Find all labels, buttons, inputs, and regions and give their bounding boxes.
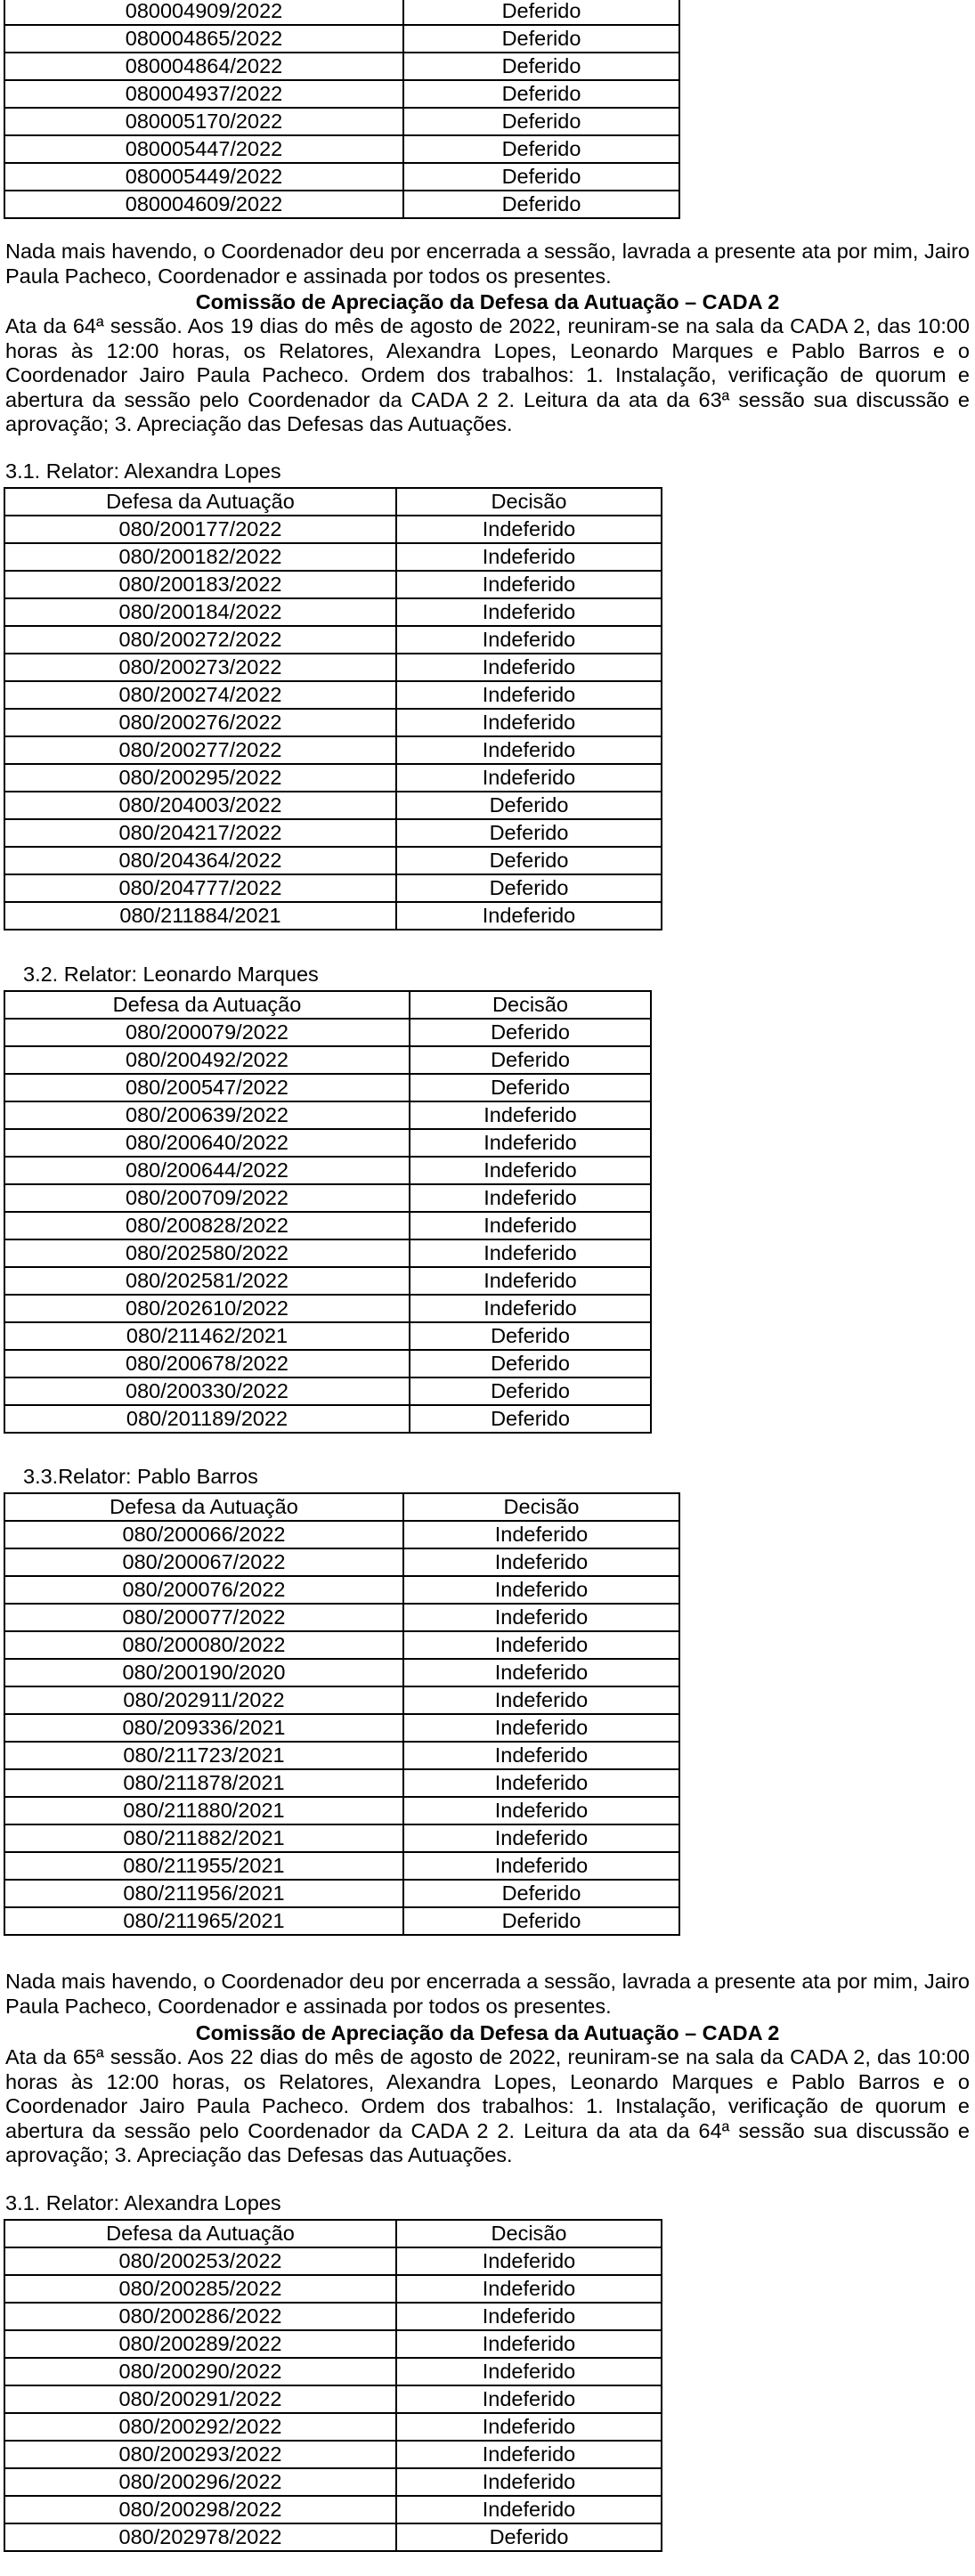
table-row	[4, 1322, 651, 1350]
column-header-defesa: Defesa da Autuação	[4, 991, 410, 1019]
process-number-cell: 080/204364/2022	[4, 847, 396, 874]
process-number-cell: 080/200828/2022	[4, 1212, 410, 1239]
decision-cell: Indeferido	[410, 1184, 651, 1212]
process-number-cell: 080/200289/2022	[4, 2330, 396, 2358]
table-row	[4, 1548, 679, 1576]
process-number-cell: 080/202581/2022	[4, 1267, 410, 1295]
session-65-intro: Ata da 65ª sessão. Aos 22 dias do mês de agosto de 2022, reuniram-se na sala da CADA 2, das 10:00 horas às 12:00 horas, os Relatores, Alexandra Lopes, Leonardo Marques e Pablo Barros e o Coordenador Jairo Paula Pacheco. Ordem dos trabalhos: 1. Instalação, verificação de quorum e abertura da sessão pelo Coordenador da CADA 2 2. Leitura da ata da 64ª sessão sua discussão e aprovação; 3. Apreciação das Defesas das Autuações.	[5, 2045, 970, 2166]
table-header-row	[4, 991, 651, 1019]
table-row	[4, 1824, 679, 1852]
decision-cell: Deferido	[396, 847, 662, 874]
decision-cell: Deferido	[396, 819, 662, 847]
decision-cell: Indeferido	[410, 1212, 651, 1239]
decision-cell: Indeferido	[396, 736, 662, 764]
process-number-cell: 080004865/2022	[4, 25, 403, 53]
process-number-cell: 080/200640/2022	[4, 1129, 410, 1157]
table-row	[4, 1576, 679, 1604]
table-row	[4, 764, 662, 792]
table-header-row	[4, 1493, 679, 1521]
process-number-cell: 080/200291/2022	[4, 2385, 396, 2413]
table-row	[4, 1267, 651, 1295]
process-number-cell: 080/200330/2022	[4, 1377, 410, 1405]
table-row	[4, 2385, 662, 2413]
decision-cell: Deferido	[410, 1046, 651, 1074]
decision-cell: Deferido	[403, 1880, 679, 1907]
table-row	[4, 2303, 662, 2330]
table-row	[4, 1714, 679, 1742]
process-number-cell: 080/200182/2022	[4, 543, 396, 571]
table-row	[4, 2496, 662, 2523]
decision-cell: Deferido	[410, 1019, 651, 1046]
process-number-cell: 080/211956/2021	[4, 1880, 403, 1907]
table-row	[4, 1521, 679, 1548]
closing-paragraph-1: Nada mais havendo, o Coordenador deu por encerrada a sessão, lavrada a presente ata por mim, Jairo Paula Pacheco, Coordenador e assinada por todos os presentes.	[5, 240, 970, 288]
table-row	[4, 1742, 679, 1769]
table-row	[4, 2441, 662, 2468]
decision-cell: Deferido	[403, 108, 679, 135]
decision-cell: Indeferido	[396, 626, 662, 654]
decision-cell: Deferido	[410, 1377, 651, 1405]
process-number-cell: 080/211955/2021	[4, 1852, 403, 1880]
process-number-cell: 080/202580/2022	[4, 1239, 410, 1267]
process-number-cell: 080/200639/2022	[4, 1101, 410, 1129]
decision-cell: Indeferido	[410, 1101, 651, 1129]
table-row	[4, 1129, 651, 1157]
table-row	[4, 1046, 651, 1074]
process-number-cell: 080/200190/2020	[4, 1659, 403, 1686]
decision-cell: Indeferido	[403, 1714, 679, 1742]
table-row	[4, 1659, 679, 1686]
decision-cell: Deferido	[410, 1322, 651, 1350]
process-number-cell: 080/200276/2022	[4, 709, 396, 736]
decision-cell: Indeferido	[396, 2358, 662, 2385]
table-row	[4, 654, 662, 681]
table-row	[4, 25, 679, 53]
table-row	[4, 1019, 651, 1046]
process-number-cell: 080/200296/2022	[4, 2468, 396, 2496]
table-row	[4, 2275, 662, 2303]
relator-label-pablo: 3.3.Relator: Pablo Barros	[23, 1465, 258, 1488]
process-number-cell: 080/200080/2022	[4, 1631, 403, 1659]
decision-cell: Indeferido	[396, 2330, 662, 2358]
process-number-cell: 080/202978/2022	[4, 2523, 396, 2551]
table-row	[4, 1350, 651, 1377]
table-row	[4, 709, 662, 736]
table-row	[4, 681, 662, 709]
table-row	[4, 1295, 651, 1322]
decision-cell: Indeferido	[410, 1239, 651, 1267]
table-row	[4, 598, 662, 626]
decision-cell: Indeferido	[396, 2303, 662, 2330]
table-row	[4, 2468, 662, 2496]
decision-cell: Deferido	[403, 53, 679, 80]
table-row	[4, 626, 662, 654]
process-number-cell: 080005447/2022	[4, 135, 403, 163]
table-header-row	[4, 2220, 662, 2247]
column-header-decisao: Decisão	[396, 488, 662, 516]
decision-cell: Indeferido	[396, 709, 662, 736]
decision-cell: Indeferido	[396, 516, 662, 543]
process-number-cell: 080/201189/2022	[4, 1405, 410, 1433]
process-number-cell: 080/200285/2022	[4, 2275, 396, 2303]
process-number-cell: 080/200292/2022	[4, 2413, 396, 2441]
decision-cell: Indeferido	[396, 2496, 662, 2523]
process-number-cell: 080/211462/2021	[4, 1322, 410, 1350]
table-row	[4, 2247, 662, 2275]
decision-cell: Indeferido	[396, 764, 662, 792]
decision-cell: Deferido	[403, 191, 679, 218]
table-relator-pablo	[4, 1492, 680, 1936]
relator-label-alexandra-1: 3.1. Relator: Alexandra Lopes	[5, 459, 281, 483]
table-row	[4, 516, 662, 543]
table-row	[4, 543, 662, 571]
process-number-cell: 080/200293/2022	[4, 2441, 396, 2468]
decision-cell: Indeferido	[403, 1686, 679, 1714]
table-row	[4, 1101, 651, 1129]
process-number-cell: 080/200076/2022	[4, 1576, 403, 1604]
table-row	[4, 902, 662, 930]
table-relator-leonardo	[4, 990, 652, 1434]
process-number-cell: 080/211880/2021	[4, 1797, 403, 1824]
decision-cell: Deferido	[403, 80, 679, 108]
table-row	[4, 2358, 662, 2385]
process-number-cell: 080/200273/2022	[4, 654, 396, 681]
decision-cell: Indeferido	[410, 1267, 651, 1295]
process-number-cell: 080/204003/2022	[4, 792, 396, 819]
process-number-cell: 080005170/2022	[4, 108, 403, 135]
decision-cell: Deferido	[403, 0, 679, 25]
process-number-cell: 080/200678/2022	[4, 1350, 410, 1377]
top-decisions-table	[4, 0, 680, 219]
column-header-decisao: Decisão	[410, 991, 651, 1019]
process-number-cell: 080/200077/2022	[4, 1604, 403, 1631]
process-number-cell: 080/200709/2022	[4, 1184, 410, 1212]
process-number-cell: 080/200177/2022	[4, 516, 396, 543]
table-row	[4, 792, 662, 819]
table-relator-alexandra-65	[4, 2219, 662, 2552]
decision-cell: Deferido	[410, 1074, 651, 1101]
table-row	[4, 53, 679, 80]
table-row	[4, 1377, 651, 1405]
column-header-decisao: Decisão	[396, 2220, 662, 2247]
table-row	[4, 1212, 651, 1239]
process-number-cell: 080/200253/2022	[4, 2247, 396, 2275]
process-number-cell: 080/200066/2022	[4, 1521, 403, 1548]
table-row	[4, 1907, 679, 1935]
process-number-cell: 080/202610/2022	[4, 1295, 410, 1322]
table-row	[4, 1686, 679, 1714]
decision-cell: Deferido	[403, 163, 679, 191]
process-number-cell: 080/211723/2021	[4, 1742, 403, 1769]
table-row	[4, 847, 662, 874]
column-header-decisao: Decisão	[403, 1493, 679, 1521]
decision-cell: Deferido	[410, 1405, 651, 1433]
process-number-cell: 080004909/2022	[4, 0, 403, 25]
process-number-cell: 080/211878/2021	[4, 1769, 403, 1797]
decision-cell: Indeferido	[396, 2441, 662, 2468]
decision-cell: Indeferido	[396, 681, 662, 709]
table-row	[4, 1852, 679, 1880]
decision-cell: Indeferido	[410, 1157, 651, 1184]
process-number-cell: 080/202911/2022	[4, 1686, 403, 1714]
decision-cell: Deferido	[403, 135, 679, 163]
decision-cell: Indeferido	[396, 654, 662, 681]
process-number-cell: 080/200286/2022	[4, 2303, 396, 2330]
process-number-cell: 080/204217/2022	[4, 819, 396, 847]
process-number-cell: 080/204777/2022	[4, 874, 396, 902]
table-row	[4, 1880, 679, 1907]
process-number-cell: 080/200183/2022	[4, 571, 396, 598]
process-number-cell: 080/200298/2022	[4, 2496, 396, 2523]
table-row	[4, 0, 679, 25]
table-row	[4, 1239, 651, 1267]
process-number-cell: 080004864/2022	[4, 53, 403, 80]
session-64-intro: Ata da 64ª sessão. Aos 19 dias do mês de agosto de 2022, reuniram-se na sala da CADA 2, das 10:00 horas às 12:00 horas, os Relatores, Alexandra Lopes, Leonardo Marques e Pablo Barros e o Coordenador Jairo Paula Pacheco. Ordem dos trabalhos: 1. Instalação, verificação de quorum e abertura da sessão pelo Coordenador da CADA 2 2. Leitura da ata da 63ª sessão sua discussão e aprovação; 3. Apreciação das Defesas das Autuações.	[5, 314, 970, 435]
column-header-defesa: Defesa da Autuação	[4, 488, 396, 516]
process-number-cell: 080/200274/2022	[4, 681, 396, 709]
table-row	[4, 1604, 679, 1631]
decision-cell: Deferido	[410, 1350, 651, 1377]
process-number-cell: 080/200184/2022	[4, 598, 396, 626]
decision-cell: Indeferido	[410, 1129, 651, 1157]
decision-cell: Deferido	[396, 2523, 662, 2551]
table-row	[4, 163, 679, 191]
decision-cell: Indeferido	[396, 598, 662, 626]
process-number-cell: 080/211965/2021	[4, 1907, 403, 1935]
table-row	[4, 191, 679, 218]
column-header-defesa: Defesa da Autuação	[4, 1493, 403, 1521]
table-row	[4, 736, 662, 764]
process-number-cell: 080/209336/2021	[4, 1714, 403, 1742]
process-number-cell: 080/211884/2021	[4, 902, 396, 930]
section-heading-2: Comissão de Apreciação da Defesa da Autuação – CADA 2	[195, 2021, 780, 2044]
decision-cell: Indeferido	[396, 2413, 662, 2441]
process-number-cell: 080/200492/2022	[4, 1046, 410, 1074]
table-row	[4, 1631, 679, 1659]
decision-cell: Indeferido	[396, 2247, 662, 2275]
decision-cell: Indeferido	[396, 571, 662, 598]
process-number-cell: 080004937/2022	[4, 80, 403, 108]
process-number-cell: 080/200290/2022	[4, 2358, 396, 2385]
table-row	[4, 80, 679, 108]
decision-cell: Indeferido	[396, 2275, 662, 2303]
table-row	[4, 1405, 651, 1433]
process-number-cell: 080/211882/2021	[4, 1824, 403, 1852]
decision-cell: Indeferido	[396, 2385, 662, 2413]
process-number-cell: 080004609/2022	[4, 191, 403, 218]
decision-cell: Indeferido	[403, 1852, 679, 1880]
table-row	[4, 819, 662, 847]
decision-cell: Indeferido	[396, 543, 662, 571]
table-row	[4, 1074, 651, 1101]
decision-cell: Indeferido	[403, 1742, 679, 1769]
closing-paragraph-2: Nada mais havendo, o Coordenador deu por encerrada a sessão, lavrada a presente ata por mim, Jairo Paula Pacheco, Coordenador e assinada por todos os presentes.	[5, 1970, 970, 2018]
decision-cell: Indeferido	[403, 1824, 679, 1852]
table-row	[4, 2330, 662, 2358]
decision-cell: Indeferido	[403, 1659, 679, 1686]
decision-cell: Deferido	[396, 792, 662, 819]
decision-cell: Indeferido	[396, 902, 662, 930]
table-row	[4, 1184, 651, 1212]
decision-cell: Indeferido	[403, 1548, 679, 1576]
process-number-cell: 080/200295/2022	[4, 764, 396, 792]
process-number-cell: 080/200079/2022	[4, 1019, 410, 1046]
decision-cell: Indeferido	[403, 1521, 679, 1548]
decision-cell: Deferido	[403, 25, 679, 53]
process-number-cell: 080/200277/2022	[4, 736, 396, 764]
column-header-defesa: Defesa da Autuação	[4, 2220, 396, 2247]
process-number-cell: 080/200067/2022	[4, 1548, 403, 1576]
table-relator-alexandra-64	[4, 487, 662, 930]
decision-cell: Indeferido	[403, 1769, 679, 1797]
table-row	[4, 1769, 679, 1797]
table-header-row	[4, 488, 662, 516]
table-row	[4, 2523, 662, 2551]
table-row	[4, 135, 679, 163]
process-number-cell: 080/200644/2022	[4, 1157, 410, 1184]
process-number-cell: 080/200272/2022	[4, 626, 396, 654]
process-number-cell: 080/200547/2022	[4, 1074, 410, 1101]
decision-cell: Indeferido	[396, 2468, 662, 2496]
table-row	[4, 571, 662, 598]
relator-label-leonardo: 3.2. Relator: Leonardo Marques	[23, 963, 319, 986]
relator-label-alexandra-2: 3.1. Relator: Alexandra Lopes	[5, 2191, 281, 2214]
section-heading-1: Comissão de Apreciação da Defesa da Autuação – CADA 2	[195, 290, 780, 313]
table-row	[4, 2413, 662, 2441]
decision-cell: Indeferido	[410, 1295, 651, 1322]
table-row	[4, 1797, 679, 1824]
decision-cell: Indeferido	[403, 1604, 679, 1631]
table-row	[4, 108, 679, 135]
table-row	[4, 1157, 651, 1184]
decision-cell: Indeferido	[403, 1576, 679, 1604]
decision-cell: Indeferido	[403, 1631, 679, 1659]
process-number-cell: 080005449/2022	[4, 163, 403, 191]
decision-cell: Deferido	[403, 1907, 679, 1935]
decision-cell: Indeferido	[403, 1797, 679, 1824]
decision-cell: Deferido	[396, 874, 662, 902]
table-row	[4, 874, 662, 902]
